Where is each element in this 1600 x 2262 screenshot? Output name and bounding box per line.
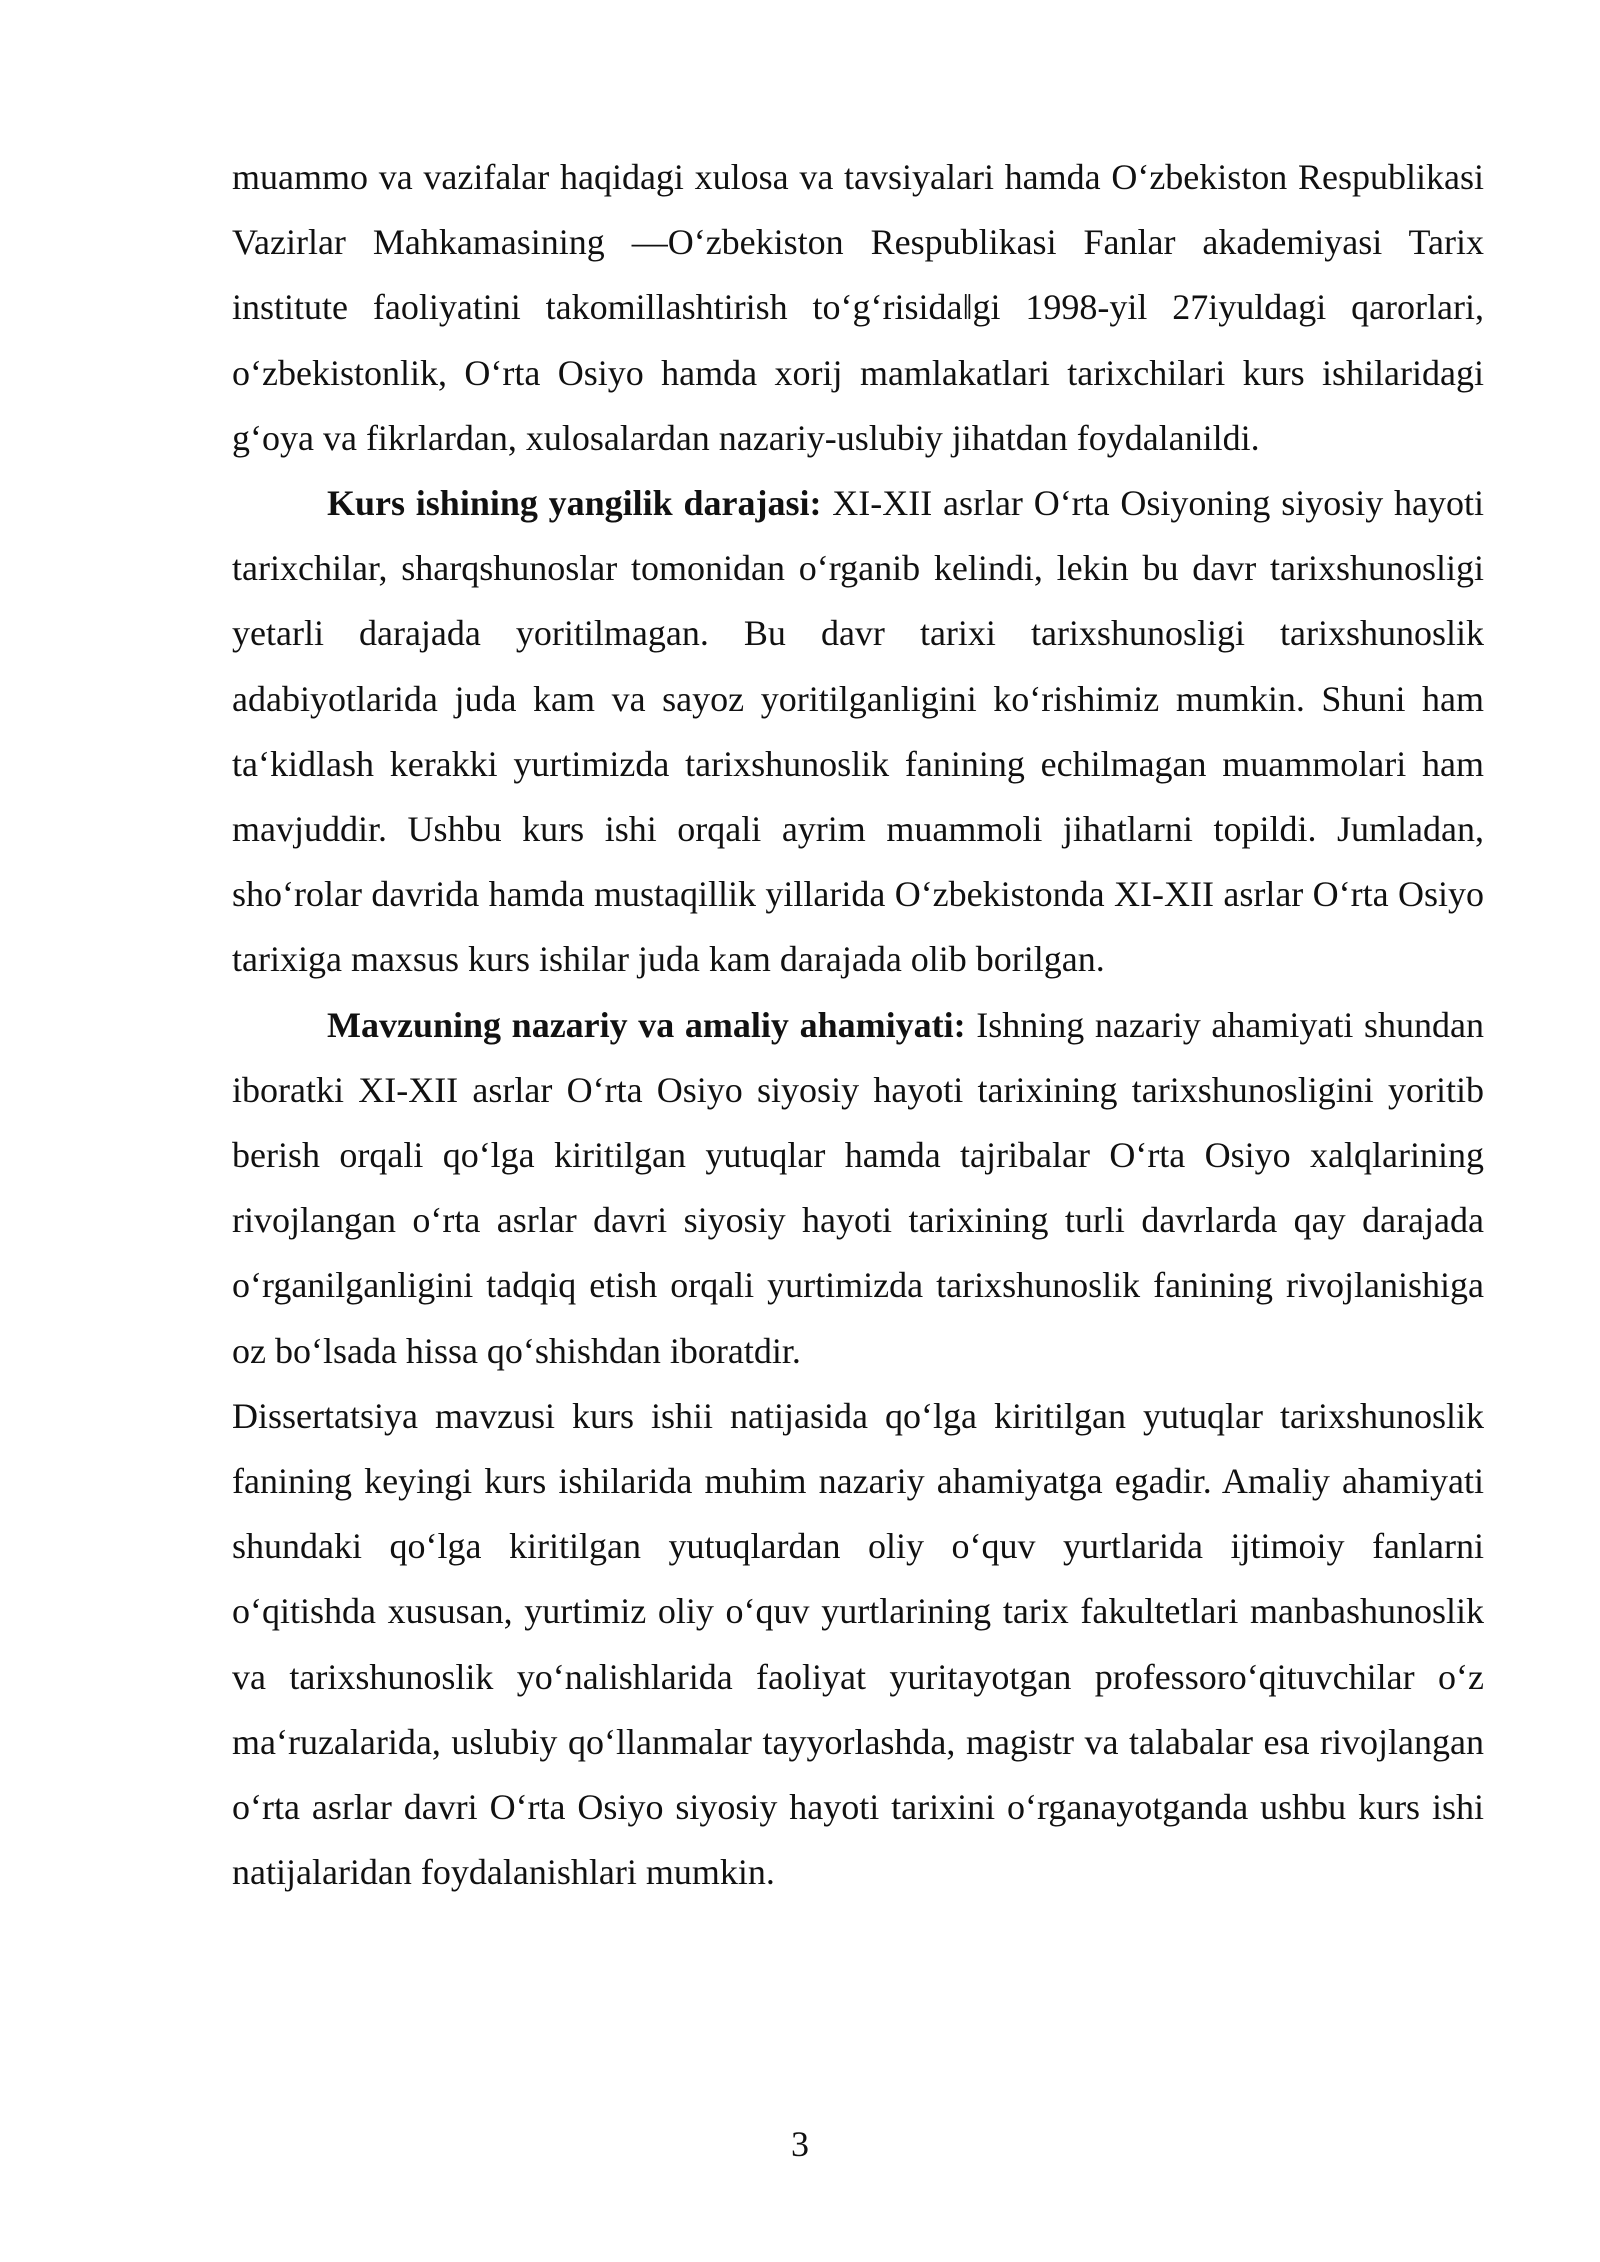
body-text bbox=[232, 145, 1484, 1905]
paragraph-dissertation: Dissertatsiya mavzusi kurs ishii natijasida qo‘lga kiritilgan yutuqlar tarixshunoslik fanining keyingi kurs ishilarida muhim nazariy ahamiyatga egadir. Amaliy ahamiyati shundaki qo‘lga kiritilgan yutuqlardan oliy o‘quv yurtlarida ijtimoiy fanlarni o‘qitishda xususan, yurtimiz oliy o‘quv yurtlarining tarix fakultetlari manbashunoslik va tarixshunoslik yo‘nalishlarida faoliyat yuritayotgan professoro‘qituvchilar o‘z ma‘ruzalarida, uslubiy qo‘llanmalar tayyorlashda, magistr va talabalar esa rivojlangan o‘rta asrlar davri O‘rta Osiyo siyosiy hayoti tarixini o‘rganayotganda ushbu kurs ishi natijalaridan foydalanishlari mumkin. bbox=[232, 1395, 1484, 1893]
novelty-text: XI-XII asrlar O‘rta Osiyoning siyosiy hayoti tarixchilar, sharqshunoslar tomonidan o‘rganib kelindi, lekin bu davr tarixshunosligi yetarli darajada yoritilmagan. Bu davr tarixi tarixshunosligi tarixshunoslik adabiyotlarida juda kam va sayoz yoritilganligini ko‘rishimiz mumkin. Shuni ham ta‘kidlash kerakki yurtimizda tarixshunoslik fanining echilmagan muammolari ham mavjuddir. Ushbu kurs ishi orqali ayrim muammoli jihatlarni topildi. Jumladan, sho‘rolar davrida hamda mustaqillik yillarida O‘zbekistonda XI-XII asrlar O‘rta Osiyo tarixiga maxsus kurs ishilar juda kam darajada olib borilgan. bbox=[232, 483, 1484, 980]
paragraph-novelty bbox=[232, 471, 1484, 993]
significance-heading: Mavzuning nazariy va amaliy ahamiyati: bbox=[327, 1004, 966, 1045]
page-number: 3 bbox=[791, 2124, 809, 2164]
significance-text: Ishning nazariy ahamiyati shundan iboratki XI-XII asrlar O‘rta Osiyo siyosiy hayoti tarixining tarixshunosligini yoritib berish orqali qo‘lga kiritilgan yutuqlar hamda tajribalar O‘rta Osiyo xalqlarining rivojlangan o‘rta asrlar davri siyosiy hayoti tarixining turli davrlarda qay darajada o‘rganilganligini tadqiq etish orqali yurtimizda tarixshunoslik fanining rivojlanishiga oz bo‘lsada hissa qo‘shishdan iboratdir. bbox=[232, 1004, 1484, 1371]
paragraph-significance bbox=[232, 993, 1484, 1384]
paragraph-continuation: muammo va vazifalar haqidagi xulosa va tavsiyalari hamda O‘zbekiston Respublikasi Vazirlar Mahkamasining ―O‘zbekiston Respublikasi Fanlar akademiyasi Tarix institute faoliyatini takomillashtirish to‘g‘risida‖gi 1998-yil 27iyuldagi qarorlari, o‘zbekistonlik, O‘rta Osiyo hamda xorij mamlakatlari tarixchilari kurs ishilaridagi g‘oya va fikrlardan, xulosalardan nazariy-uslubiy jihatdan foydalanildi. bbox=[232, 157, 1484, 458]
novelty-heading: Kurs ishining yangilik darajasi: bbox=[327, 483, 822, 524]
